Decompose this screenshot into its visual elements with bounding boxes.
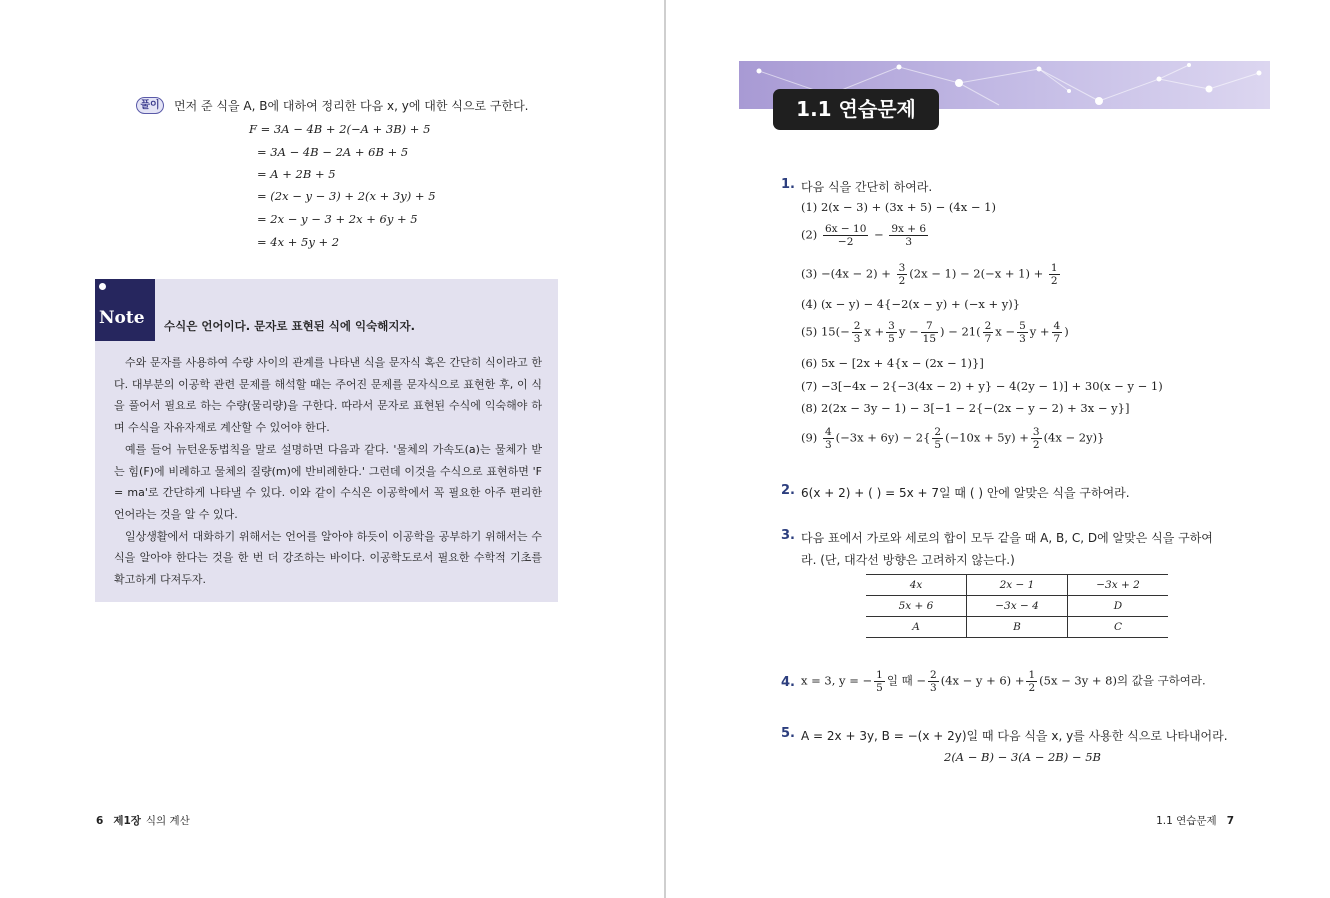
- solution-line: = A + 2B + 5: [257, 167, 336, 181]
- table-cell: C: [1068, 617, 1169, 638]
- solution-line: = 2x − y − 3 + 2x + 6y + 5: [257, 212, 418, 226]
- table-cell: −3x + 2: [1068, 575, 1169, 596]
- page-number: 7: [1226, 815, 1234, 827]
- table-cell: A: [866, 617, 967, 638]
- subitem-5: (5) 15(− $\frac{2}{3}$ x + $\frac{3}{5}$ y − $\frac{7}{15}$ ) − 21( $\frac{2}{7}$ x − $\frac{5}{3}$ y + $\frac{4}{7}$ ): [801, 320, 1069, 345]
- solution-line: = 3A − 4B − 2A + 6B + 5: [257, 145, 409, 159]
- chapter-label: 제1장: [113, 815, 141, 827]
- fraction: $\frac{5}{3}$: [1019, 320, 1026, 345]
- note-title: 수식은 언어이다. 문자로 표현된 식에 익숙해지자.: [164, 319, 415, 333]
- question-text: A = 2x + 3y, B = −(x + 2y)일 때 다음 식을 x, y를 사용한 식으로 나타내어라.: [801, 729, 1228, 743]
- footer-left: [96, 813, 190, 828]
- table-cell: 5x + 6: [866, 596, 967, 617]
- fraction: $\frac{1}{2}$: [1028, 669, 1036, 694]
- table-row: [866, 575, 1168, 596]
- section-label: 1.1 연습문제: [1156, 815, 1217, 827]
- subitem-7: (7) −3[−4x − 2{−3(4x − 2) + y} − 4(2y − 1)] + 30(x − y − 1): [801, 379, 1163, 393]
- chapter-title: 식의 계산: [145, 815, 190, 827]
- solution-line: = (2x − y − 3) + 2(x + 3y) + 5: [257, 189, 436, 203]
- subitem-9: (9) $\frac{4}{3}$ (−3x + 6y) − 2{ $\frac{2}{5}$ (−10x + 5y) + $\frac{3}{2}$ (4x − 2y)}: [801, 426, 1105, 451]
- question-number: 5.: [781, 726, 795, 741]
- question-number: 2.: [781, 483, 795, 498]
- question-number: 1.: [781, 177, 795, 192]
- page-number: 6: [96, 815, 104, 827]
- table-cell: −3x − 4: [967, 596, 1068, 617]
- subitem-3: (3) −(4x − 2) + $\frac{3}{2}$ (2x − 1) − 2(−x + 1) + $\frac{1}{2}$: [801, 262, 1058, 287]
- subitem-4: (4) (x − y) − 4{−2(x − y) + (−x + y)}: [801, 297, 1021, 311]
- note-dot-icon: [99, 283, 106, 290]
- subitem-6: (6) 5x − [2x + 4{x − (2x − 1)}]: [801, 356, 984, 370]
- fraction: $\frac{4}{3}$: [824, 426, 832, 451]
- note-paragraph: 예를 들어 뉴턴운동법칙을 말로 설명하면 다음과 같다. '물체의 가속도(a)는 물체가 받는 힘(F)에 비례하고 물체의 질량(m)에 반비례한다.' 그런데 이것을 수식으로 표현하면 'F = ma'로 간단하게 나타낼 수 있다. 이와 같이 수식은 이공학에서 꼭 필요한 아주 편리한 언어라는 것을 알 수 있다.: [114, 442, 542, 521]
- fraction: $\frac{7}{15}$: [922, 320, 937, 345]
- question-expression: 2(A − B) − 3(A − 2B) − 5B: [944, 750, 1101, 764]
- table-row: [866, 596, 1168, 617]
- fraction: $\frac{3}{2}$: [898, 262, 906, 287]
- table-cell: 4x: [866, 575, 967, 596]
- question-text: 다음 표에서 가로와 세로의 합이 모두 같을 때 A, B, C, D에 알맞은 식을 구하여: [801, 531, 1213, 545]
- note-paragraph: 수와 문자를 사용하여 수량 사이의 관계를 나타낸 식을 문자식 혹은 간단히 식이라고 한다. 대부분의 이공학 관련 문제를 해석할 때는 주어진 문제를 문자식으로 표현한 후, 이 식을 풀어서 필요로 하는 수량(물리량)을 구한다. 따라서 문자로 표현된 수식에 익숙해야 하며 수식을 자유자재로 계산할 수 있어야 한다.: [114, 356, 542, 435]
- question-text: 6(x + 2) + ( ) = 5x + 7일 때 ( ) 안에 알맞은 식을 구하여라.: [801, 486, 1130, 500]
- fraction: $\frac{9x + 6}{3}$: [891, 223, 927, 248]
- solution-line: = 4x + 5y + 2: [257, 235, 340, 249]
- section-title: 1.1 연습문제: [773, 89, 939, 130]
- subitem-1: (1) 2(x − 3) + (3x + 5) − (4x − 1): [801, 200, 996, 214]
- page-spine: [664, 0, 666, 898]
- fraction: $\frac{2}{7}$: [984, 320, 992, 345]
- note-paragraph: 일상생활에서 대화하기 위해서는 언어를 알아야 하듯이 이공학을 공부하기 위해서는 수식을 알아야 한다는 것을 한 번 더 강조하는 바이다. 이공학도로서 필요한 수학적 기초를 확고하게 다져두자.: [114, 529, 542, 587]
- table-cell: 2x − 1: [967, 575, 1068, 596]
- solution-intro: 먼저 준 식을 A, B에 대하여 정리한 다음 x, y에 대한 식으로 구한다.: [174, 99, 529, 113]
- subitem-2: (2) $\frac{6x - 10}{-2}$ − $\frac{9x + 6}{3}$: [801, 223, 927, 248]
- question-text: 라. (단, 대각선 방향은 고려하지 않는다.): [801, 553, 1015, 567]
- fraction: $\frac{6x - 10}{-2}$: [824, 223, 867, 248]
- question-number: 4.: [781, 675, 795, 690]
- solution-badge: 풀이: [136, 97, 164, 114]
- solution-line: F = 3A − 4B + 2(−A + 3B) + 5: [249, 122, 431, 136]
- question-text: 다음 식을 간단히 하여라.: [801, 180, 933, 194]
- fraction: $\frac{2}{3}$: [853, 320, 861, 345]
- table-cell: D: [1068, 596, 1169, 617]
- fraction: $\frac{2}{3}$: [930, 669, 937, 694]
- note-label: Note: [99, 308, 145, 328]
- fraction: $\frac{1}{2}$: [1050, 262, 1058, 287]
- fraction: $\frac{3}{2}$: [1032, 426, 1040, 451]
- question-text: x = 3, y = − $\frac{1}{5}$ 일 때 − $\frac{2}{3}$ (4x − y + 6) + $\frac{1}{2}$ (5x − 3y + 8)의 값을 구하여라.: [801, 669, 1206, 694]
- fraction: $\frac{4}{7}$: [1053, 320, 1061, 345]
- question-number: 3.: [781, 528, 795, 543]
- fraction: $\frac{1}{5}$: [876, 669, 883, 694]
- table-cell: B: [967, 617, 1068, 638]
- subitem-8: (8) 2(2x − 3y − 1) − 3[−1 − 2{−(2x − y − 2) + 3x − y}]: [801, 401, 1130, 415]
- fraction: $\frac{2}{5}$: [934, 426, 942, 451]
- note-body: [114, 352, 542, 591]
- fraction: $\frac{3}{5}$: [888, 320, 895, 345]
- footer-right: [1156, 813, 1234, 828]
- table-row: [866, 617, 1168, 638]
- magic-table: [866, 574, 1168, 638]
